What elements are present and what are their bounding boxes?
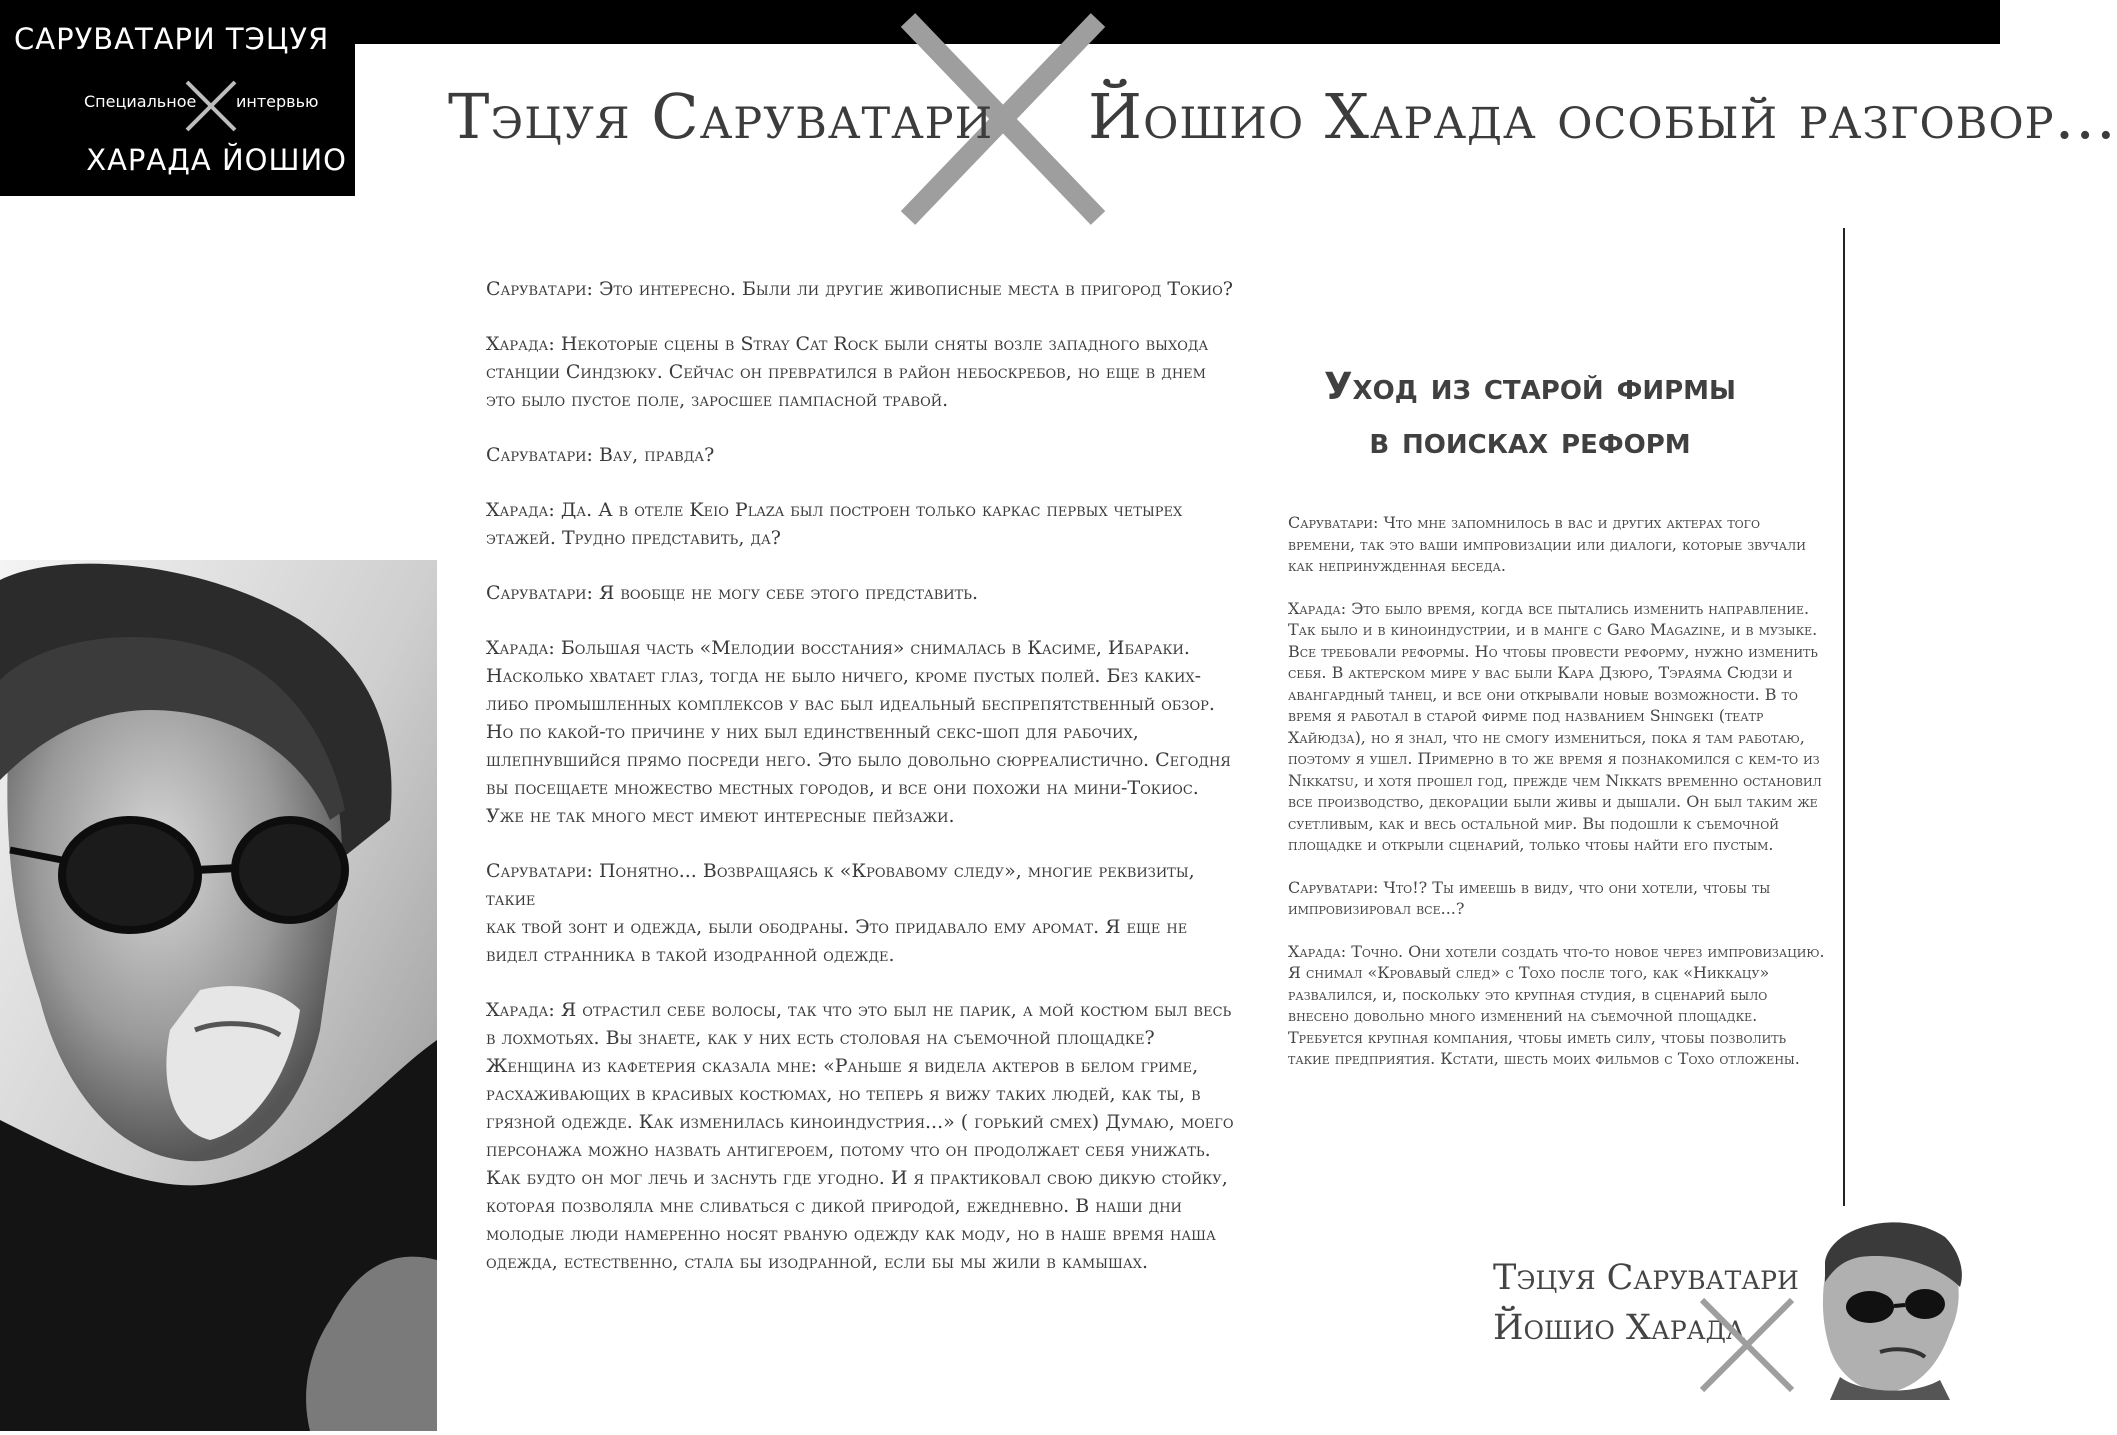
interview-badge: [0, 0, 355, 196]
badge-left-word: Специальное: [84, 92, 197, 111]
main-interview-column: [486, 275, 1241, 1303]
dialogue-paragraph: Саруватари: Это интересно. Были ли другие живописные места в пригород Токио?: [486, 278, 1233, 300]
credit-name-2: Йошио Харада: [1493, 1308, 1745, 1348]
dialogue-paragraph: Харада: Большая часть «Мелодии восстания» снималась в Касиме, Ибараки. Насколько хватает глаз, тогда не было ничего, кроме пустых полей. Без каких-либо промышленных комплексов у вас был идеальный беспрепятственный обзор. Но по какой-то причине у них был единственный секс-шоп для рабочих, шлепнувшийся прямо посреди него. Это было довольно сюрреалистично. Сегодня вы посещаете множество местных городов, и все они похожи на мини-Токиос. Уже не так много мест имеют интересные пейзажи.: [486, 637, 1231, 827]
dialogue-paragraph: Саруватари: Вау, правда?: [486, 444, 715, 466]
dialogue-paragraph: Харада: Я отрастил себе волосы, так что это был не парик, а мой костюм был весь в лохмотьях. Вы знаете, как у них есть столовая на съемочной площадке? Женщина из кафетерия сказала мне: «Раньше я видела актеров в белом гриме, расхаживающих в красивых костюмах, но теперь я вижу таких людей, как ты, в грязной одежде. Как изменилась киноиндустрия...» ( горький смех) Думаю, моего: [486, 999, 1234, 1133]
badge-name-2: ХАРАДА ЙОШИО: [86, 143, 347, 177]
page-title-left: Тэцуя Саруватари: [448, 80, 994, 153]
portrait-sketch: [1800, 1212, 1968, 1400]
dialogue-paragraph: Харада: Да. А в отеле Keio Plaza был построен только каркас первых четырех этажей. Трудно представить, да?: [486, 499, 1183, 549]
dialogue-paragraph: Харада: Некоторые сцены в Stray Cat Rock были сняты возле западного выхода станции Синдзюку. Сейчас он превратился в район небоскребов, но еще в днем это было пустое поле, заросшее пампасной травой.: [486, 333, 1209, 411]
portrait-photo: [0, 560, 437, 1431]
side-interview-column: [1288, 512, 1828, 1091]
side-section-heading: [1250, 360, 1810, 468]
side-dialogue-paragraph: Харада: Это было время, когда все пытались изменить направление. Так было и в киноиндустрии, и в манге с Garo Magazine, и в музыке. Все требовали реформы. Но чтобы провести реформу, нужно изменить себя. В актерском мире у вас были Кара Дзюро, Тэраяма Сюдзи и авангардный танец, и все они открывали новые возможности. В то время я работал в старой фирме под названием Shingeki (театр Хайюдза), но я знал, что не смогу измениться, пока я там работаю, поэтому я ушел. Примерно в то же время я познакомился с кем-то из Nikkatsu, и хотя прошел год, прежде чем Nikkats временно остановил все производство, декорации были живы и дышали. Он был таким же суетливым, как и весь остальной мир. Вы подошли к съемочной площадке и открыли сценарий, только чтобы найти его пустым.: [1288, 598, 1822, 854]
side-heading-line-1: Уход из старой фирмы: [1324, 365, 1736, 408]
side-heading-line-2: в поисках реформ: [1369, 419, 1691, 462]
dialogue-paragraph: Саруватари: Я вообще не могу себе этого представить.: [486, 582, 979, 604]
dialogue-paragraph: как твой зонт и одежда, были ободраны. Это придавало ему аромат. Я еще не видел странника в такой изодранной одежде.: [486, 916, 1188, 966]
page-title-right: Йошио Харада особый разговор...: [1088, 80, 2117, 153]
badge-name-1: САРУВАТАРИ ТЭЦУЯ: [14, 22, 330, 56]
credit-name-1: Тэцуя Саруватари: [1493, 1258, 1799, 1298]
badge-right-word: интервью: [236, 92, 319, 111]
vertical-divider: [1843, 228, 1845, 1206]
side-dialogue-paragraph: Харада: Точно. Они хотели создать что-то новое через импровизацию. Я снимал «Кровавый след» с Тохо после того, как «Никкацу» развалился, и, поскольку это крупная студия, в сценарий было внесено довольно много изменений на съемочной площадке. Требуется крупная компания, чтобы иметь силу, чтобы позволить такие предприятия. Кстати, шесть моих фильмов с Тохо отложены.: [1288, 941, 1825, 1068]
credit-cross-icon: [1698, 1296, 1796, 1394]
side-dialogue-paragraph: Саруватари: Что мне запомнилось в вас и других актерах того времени, так это ваши импровизации или диалоги, которые звучали как непринужденная беседа.: [1288, 513, 1806, 575]
side-dialogue-paragraph: Саруватари: Что!? Ты имеешь в виду, что они хотели, чтобы ты импровизировал все...?: [1288, 877, 1771, 918]
dialogue-paragraph: Саруватари: Понятно... Возвращаясь к «Кровавому следу», многие реквизиты, такие: [486, 860, 1195, 910]
dialogue-paragraph: персонажа можно назвать антигероем, потому что он продолжает себя унижать. Как будто он мог лечь и заснуть где угодно. И я практиковал свою дикую стойку, которая позволяла мне сливаться с дикой природой, ежедневно. В наши дни молодые люди намеренно носят рваную одежду как моду, но в наше время наша одежда, естественно, стала бы изодранной, если бы мы жили в камышах.: [486, 1139, 1228, 1273]
badge-cross-icon: [183, 78, 239, 134]
